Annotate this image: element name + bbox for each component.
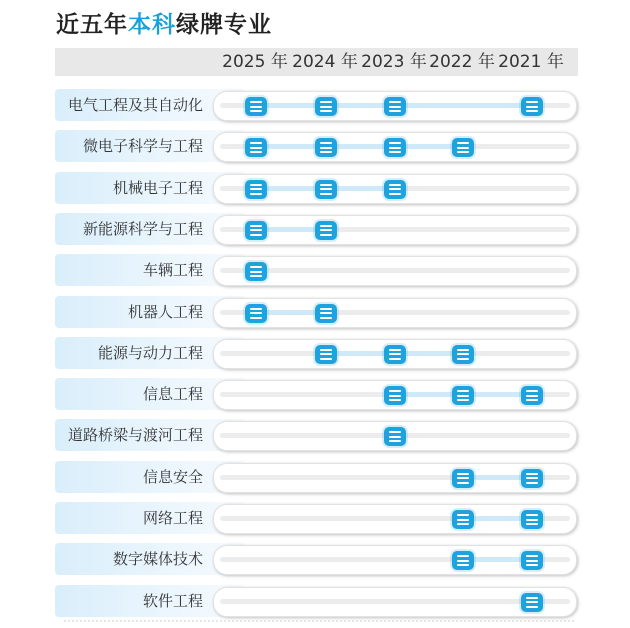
year-track <box>213 298 577 328</box>
green-card-icon <box>452 138 474 157</box>
green-card-icon <box>315 221 337 240</box>
green-card-icon <box>315 304 337 323</box>
green-card-icon <box>384 97 406 116</box>
year-header <box>55 48 578 76</box>
table-row <box>55 585 578 617</box>
green-card-icon <box>245 138 267 157</box>
active-span <box>256 144 463 149</box>
table-row <box>55 461 578 493</box>
green-card-icon <box>315 97 337 116</box>
green-card-icon <box>521 469 543 488</box>
major-label: 微电子科学与工程 <box>82 137 203 156</box>
green-card-icon <box>245 262 267 281</box>
major-label: 能源与动力工程 <box>97 343 203 362</box>
track-groove <box>220 268 570 273</box>
year-header-1: 2024 年 <box>292 52 358 72</box>
green-card-icon <box>245 304 267 323</box>
green-card-icon <box>452 469 474 488</box>
green-card-icon <box>315 180 337 199</box>
green-card-icon <box>384 386 406 405</box>
major-label: 信息安全 <box>142 467 203 486</box>
track-groove <box>220 599 570 604</box>
green-card-icon <box>452 510 474 529</box>
major-label: 软件工程 <box>142 591 203 610</box>
year-track <box>213 587 577 617</box>
year-header-4: 2021 年 <box>498 52 564 72</box>
footer-divider <box>64 620 574 624</box>
green-card-icon <box>521 97 543 116</box>
green-card-icon <box>452 345 474 364</box>
green-card-icon <box>384 138 406 157</box>
green-card-icon <box>245 180 267 199</box>
major-label: 信息工程 <box>142 385 203 404</box>
table-row <box>55 172 578 204</box>
green-card-icon <box>384 180 406 199</box>
green-card-icon <box>315 138 337 157</box>
table-row <box>55 502 578 534</box>
table-row <box>55 213 578 245</box>
year-track <box>213 339 577 369</box>
year-track <box>213 256 577 286</box>
green-card-icon <box>245 97 267 116</box>
year-track <box>213 91 577 121</box>
major-label: 车辆工程 <box>142 261 203 280</box>
green-card-icon <box>521 551 543 570</box>
year-header-0: 2025 年 <box>222 52 288 72</box>
green-card-icon <box>384 427 406 446</box>
chart-title: 近五年本科绿牌专业 <box>56 12 272 38</box>
green-card-icon <box>384 345 406 364</box>
table-row <box>55 89 578 121</box>
table-row <box>55 254 578 286</box>
green-card-icon <box>521 510 543 529</box>
table-row <box>55 296 578 328</box>
year-track <box>213 380 577 410</box>
major-label: 新能源科学与工程 <box>82 219 203 238</box>
major-label: 机器人工程 <box>127 302 203 321</box>
green-card-icon <box>521 386 543 405</box>
major-label: 网络工程 <box>142 509 203 527</box>
year-track <box>213 132 577 162</box>
table-row <box>55 419 578 451</box>
green-card-icon <box>315 345 337 364</box>
major-label: 数字媒体技术 <box>112 550 203 569</box>
major-label: 道路桥梁与渡河工程 <box>67 426 203 445</box>
year-track <box>213 504 577 534</box>
year-track <box>213 215 577 245</box>
year-track <box>213 421 577 451</box>
green-card-icon <box>245 221 267 240</box>
table-row <box>55 130 578 162</box>
table-row <box>55 543 578 575</box>
year-track <box>213 545 577 575</box>
green-card-icon <box>521 593 543 612</box>
major-label: 机械电子工程 <box>112 178 203 197</box>
green-card-icon <box>452 551 474 570</box>
year-track <box>213 174 577 204</box>
year-header-2: 2023 年 <box>361 52 427 72</box>
year-header-3: 2022 年 <box>429 52 495 72</box>
table-row <box>55 337 578 369</box>
table-row <box>55 378 578 410</box>
green-card-icon <box>452 386 474 405</box>
year-track <box>213 463 577 493</box>
major-label: 电气工程及其自动化 <box>67 96 203 114</box>
